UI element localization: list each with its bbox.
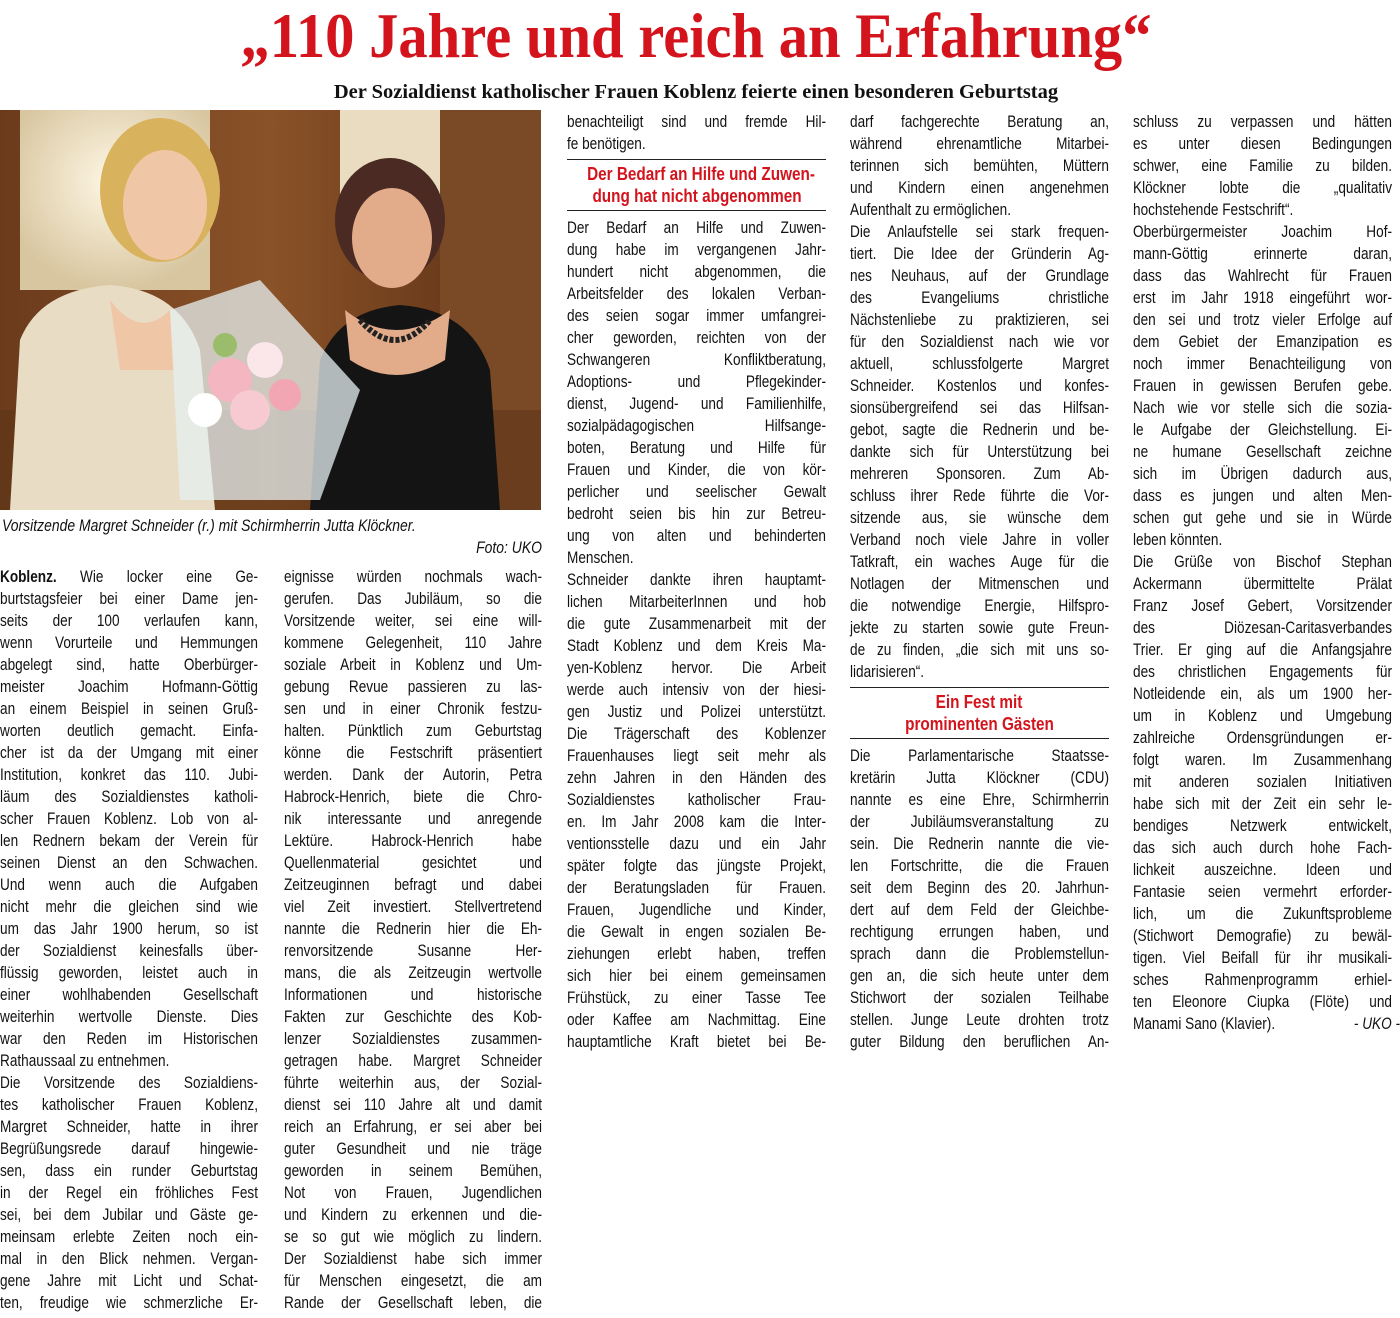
text-line: Der Bedarf an Hilfe und Zuwen- xyxy=(567,218,826,237)
text-line: für Menschen eingesetzt, die am xyxy=(284,1271,542,1290)
text-line: Verband noch viele Jahre in voller xyxy=(850,530,1109,549)
text-line: Notleidende ein, als um 1900 her- xyxy=(1133,684,1392,703)
text-line: Die Trägerschaft des Koblenzer xyxy=(567,724,826,743)
column-3 xyxy=(567,111,826,1053)
text-line: geworden in seinem Bemühen, xyxy=(284,1161,542,1180)
text-line: nicht mehr die gleichen sind wie xyxy=(0,897,258,916)
text-line: gen Justiz und Polizei unterstützt. xyxy=(567,702,826,721)
article-paragraph xyxy=(1133,551,1400,1035)
text-line: Koblenz. Wie locker eine Ge- xyxy=(0,567,258,586)
text-line: nannte es eine Ehre, Schirmherrin xyxy=(850,790,1109,809)
text-line: es unter diesen Bedingungen xyxy=(1133,134,1392,153)
text-line: yen-Koblenz hervor. Die Arbeit xyxy=(567,658,826,677)
text-line: seits der 100 verlaufen kann, xyxy=(0,611,258,630)
text-line: seit dem Beginn des 20. Jahrhun- xyxy=(850,878,1109,897)
text-line: nik interessante und anregende xyxy=(284,809,542,828)
text-line: lichen MitarbeiterInnen und hob xyxy=(567,592,826,611)
text-line: Adoptions- und Pflegekinder- xyxy=(567,372,826,391)
text-line: Nächstenliebe zu praktizieren, sei xyxy=(850,310,1109,329)
text-line: folgt waren. Im Zusammenhang xyxy=(1133,750,1392,769)
text-line: Schneider. Kostenlos und konfes- xyxy=(850,376,1109,395)
text-line: der Sozialdienst keinesfalls über- xyxy=(0,941,258,960)
column-5 xyxy=(1133,111,1400,1035)
photo-illustration xyxy=(0,110,541,510)
text-line: später folgte das jüngste Projekt, xyxy=(567,856,826,875)
text-line: und Kindern zu erkennen und die- xyxy=(284,1205,542,1224)
text-line: viel Zeit investiert. Stellvertretend xyxy=(284,897,542,916)
text-line: Fantasie seien vermehrt erforder- xyxy=(1133,882,1392,901)
text-line: leben könnten. xyxy=(1133,530,1223,549)
text-line: werden. Dank der Autorin, Petra xyxy=(284,765,542,784)
text-line: dem Gebiet der Emanzipation es xyxy=(1133,332,1392,351)
text-line: ung von alten und behinderten xyxy=(567,526,826,545)
text-line: le Aufgabe der Gleichstellung. Ei- xyxy=(1133,420,1392,439)
text-line: sein. Die Rednerin nannte die vie- xyxy=(850,834,1109,853)
text-line: boten, Beratung und Hilfe für xyxy=(567,438,826,457)
text-line: des seien sogar immer umfangrei- xyxy=(567,306,826,325)
text-line: cher ist da der Umgang mit einer xyxy=(0,743,258,762)
text-line: Fakten zur Geschichte des Kob- xyxy=(284,1007,542,1026)
text-line: guter Bildung den beruflichen An- xyxy=(850,1032,1109,1051)
text-line: des Diözesan-Caritasverbandes xyxy=(1133,618,1392,637)
text-line: war den Reden im Historischen xyxy=(0,1029,258,1048)
text-line: len Rednern bekam der Verein für xyxy=(0,831,258,850)
article-paragraph xyxy=(567,217,826,569)
photo-credit: Foto: UKO xyxy=(476,538,542,557)
text-line: um in Koblenz und Umgebung xyxy=(1133,706,1392,725)
text-line: schluss ihrer Rede führte die Vor- xyxy=(850,486,1109,505)
article-paragraph xyxy=(0,566,258,1072)
text-line: werde auch intensiv von der hiesi- xyxy=(567,680,826,699)
text-line: des christlichen Engagements für xyxy=(1133,662,1392,681)
text-line: dung habe im vergangenen Jahr- xyxy=(567,240,826,259)
text-line: ten Eleonore Ciupka (Flöte) und xyxy=(1133,992,1392,1011)
text-line: Frühstück, zu einer Tasse Tee xyxy=(567,988,826,1007)
text-line: gebot, sagte die Rednerin und be- xyxy=(850,420,1109,439)
text-line: renvorsitzende Susanne Her- xyxy=(284,941,542,960)
section-heading-line: Ein Fest mit xyxy=(936,692,1023,712)
text-line: gerufen. Das Jubiläum, so die xyxy=(284,589,542,608)
text-line: dienst sei 110 Jahre alt und damit xyxy=(284,1095,542,1114)
article-paragraph xyxy=(0,1072,258,1314)
text-line: um das Jahr 1900 herum, so ist xyxy=(0,919,258,938)
text-line: sozialpädagogischen Hilfsange- xyxy=(567,416,826,435)
text-line: die gute Zusammenarbeit mit der xyxy=(567,614,826,633)
text-line: ziehungen erlebt haben, treffen xyxy=(567,944,826,963)
text-line: schen gut gehe und sie in Würde xyxy=(1133,508,1392,527)
section-heading xyxy=(850,687,1109,739)
text-line: aktuell, schlussfolgerte Margret xyxy=(850,354,1109,373)
text-line: mit anderen sozialen Initiativen xyxy=(1133,772,1392,791)
text-line: Manami Sano (Klavier). - UKO - xyxy=(1133,1014,1400,1033)
caption-text: Vorsitzende Margret Schneider (r.) mit Schirmherrin Jutta Klöckner. xyxy=(2,516,416,535)
text-line: der Beratungsladen für Frauen. xyxy=(567,878,826,897)
text-line: lenzer Sozialdienstes zusammen- xyxy=(284,1029,542,1048)
text-line: Frauen und Kinder, die von kör- xyxy=(567,460,826,479)
text-line: rechtigung errungen haben, und xyxy=(850,922,1109,941)
text-line: das sich auch durch hohe Fach- xyxy=(1133,838,1392,857)
text-line: seinen Dienst an den Schwachen. xyxy=(0,853,258,872)
text-line: lich, um die Zukunftsprobleme xyxy=(1133,904,1392,923)
text-line: Rathaussaal zu entnehmen. xyxy=(0,1051,170,1070)
article-paragraph xyxy=(1133,221,1392,551)
text-line: darf fachgerechte Beratung an, xyxy=(850,112,1109,131)
text-line: Zeitzeuginnen befragt und dabei xyxy=(284,875,542,894)
text-line: die notwendige Energie, Hilfspro- xyxy=(850,596,1109,615)
text-line: hundert nicht abgenommen, die xyxy=(567,262,826,281)
text-line: dert auf dem Feld der Gleichbe- xyxy=(850,900,1109,919)
text-line: Aufenthalt zu ermöglichen. xyxy=(850,200,1012,219)
text-line: nannte die Rednerin hier die Eh- xyxy=(284,919,542,938)
text-line: Frauenhauses liegt seit mehr als xyxy=(567,746,826,765)
text-line: halten. Pünktlich zum Geburtstag xyxy=(284,721,542,740)
text-line: und Kindern einen angenehmen xyxy=(850,178,1109,197)
text-line: sprach dann die Problemstellun- xyxy=(850,944,1109,963)
text-line: Not von Frauen, Jugendlichen xyxy=(284,1183,542,1202)
text-line: Quellenmaterial gesichtet und xyxy=(284,853,542,872)
text-line: schluss zu verpassen und hätten xyxy=(1133,112,1392,131)
text-line: se so gut wie möglich zu lindern. xyxy=(284,1227,542,1246)
text-line: meinsam erlebte Zeiten noch ein- xyxy=(0,1227,258,1246)
text-line: des Evangeliums christliche xyxy=(850,288,1109,307)
author-signoff: - UKO - xyxy=(1353,1014,1400,1033)
article-paragraph xyxy=(567,111,826,155)
section-heading xyxy=(567,159,826,211)
text-line: Stadt Koblenz und dem Kreis Ma- xyxy=(567,636,826,655)
text-line: wenn Vorurteile und Hemmungen xyxy=(0,633,258,652)
text-line: sen und in einer Chronik festzu- xyxy=(284,699,542,718)
text-line: sich im Übrigen dadurch aus, xyxy=(1133,464,1392,483)
text-line: nes Neuhaus, auf der Grundlage xyxy=(850,266,1109,285)
article-paragraph xyxy=(850,221,1109,683)
text-line: Die Anlaufstelle sei stark frequen- xyxy=(850,222,1109,241)
text-line: weiterhin wertvolle Dienste. Dies xyxy=(0,1007,258,1026)
text-line: während ehrenamtliche Mitarbei- xyxy=(850,134,1109,153)
section-heading-line: prominenten Gästen xyxy=(905,714,1054,734)
text-line: gebung Revue passieren zu las- xyxy=(284,677,542,696)
text-line: Institution, konkret das 110. Jubi- xyxy=(0,765,258,784)
dateline: Koblenz. xyxy=(0,567,57,586)
text-line: führte weiterhin aus, der Sozial- xyxy=(284,1073,542,1092)
text-line: sen, dass ein runder Geburtstag xyxy=(0,1161,258,1180)
text-line: einer wohlhabenden Gesellschaft xyxy=(0,985,258,1004)
text-line: tigen. Viel Beifall für ihr musikali- xyxy=(1133,948,1392,967)
text-line: habe sich mit der Zeit ein sehr le- xyxy=(1133,794,1392,813)
text-line: Die Grüße von Bischof Stephan xyxy=(1133,552,1392,571)
text-line: Habrock-Henrich, biete die Chro- xyxy=(284,787,542,806)
text-line: sitzende aus, sie wünsche dem xyxy=(850,508,1109,527)
text-line: terinnen sich bemühten, Müttern xyxy=(850,156,1109,175)
text-line: sei, bei dem Jubilar und Gäste ge- xyxy=(0,1205,258,1224)
column-4 xyxy=(850,111,1109,1053)
article-paragraph xyxy=(850,111,1109,221)
text-line: lichkeit auszeichne. Ideen und xyxy=(1133,860,1392,879)
text-line: de zu finden, „die sich mit uns so- xyxy=(850,640,1109,659)
text-line: bendiges Netzwerk entwickelt, xyxy=(1133,816,1392,835)
text-line: Klöckner lobte die „qualitativ xyxy=(1133,178,1392,197)
subheadline: Der Sozialdienst katholischer Frauen Koblenz feierte einen besonderen Geburtstag xyxy=(333,81,1059,103)
text-line: Frauen in gewissen Berufen gebe. xyxy=(1133,376,1392,395)
headline: „110 Jahre und reich an Erfahrung“ xyxy=(240,1,1152,71)
text-line: stellen. Junge Leute drohten trotz xyxy=(850,1010,1109,1029)
text-line: sionsübergreifend sei das Hilfsan- xyxy=(850,398,1109,417)
text-line: Nach wie vor stelle sich die sozia- xyxy=(1133,398,1392,417)
text-line: gen an, die sich heute unter dem xyxy=(850,966,1109,985)
text-line: ne humane Gesellschaft zeichne xyxy=(1133,442,1392,461)
text-line: Notlagen der Mitmenschen und xyxy=(850,574,1109,593)
text-line: jekte zu starten sowie gute Freun- xyxy=(850,618,1109,637)
text-line: Arbeitsfelder des lokalen Verban- xyxy=(567,284,826,303)
text-line: burtstagsfeier bei einer Dame jen- xyxy=(0,589,258,608)
text-line: en. Im Jahr 2008 kam die Inter- xyxy=(567,812,826,831)
text-line: fe benötigen. xyxy=(567,134,646,153)
text-line: für den Sozialdienst nach wie vor xyxy=(850,332,1109,351)
text-line: den sei und trotz vieler Erfolge auf xyxy=(1133,310,1392,329)
text-line: soziale Arbeit in Koblenz und Um- xyxy=(284,655,542,674)
text-line: hochstehende Festschrift“. xyxy=(1133,200,1294,219)
text-line: flüssig geworden, leistet auch in xyxy=(0,963,258,982)
text-line: cher geworden, reichten von der xyxy=(567,328,826,347)
text-line: lidarisieren“. xyxy=(850,662,925,681)
text-line: Franz Josef Gebert, Vorsitzender xyxy=(1133,596,1392,615)
text-line: Tatkraft, ein waches Auge für die xyxy=(850,552,1109,571)
text-line: schwer, eine Familie zu bilden. xyxy=(1133,156,1392,175)
article-paragraph xyxy=(1133,111,1392,221)
text-line: zahlreiche Ordensgründungen er- xyxy=(1133,728,1392,747)
text-line: tiert. Die Idee der Gründerin Ag- xyxy=(850,244,1109,263)
text-line: gene Jahre mit Licht und Schat- xyxy=(0,1271,258,1290)
text-line: tes katholischer Frauen Koblenz, xyxy=(0,1095,258,1114)
section-heading-line: Der Bedarf an Hilfe und Zuwen- xyxy=(587,164,815,184)
text-line: abgelegt sind, hatte Oberbürger- xyxy=(0,655,258,674)
text-line: Frauen, Jugendliche und Kinder, xyxy=(567,900,826,919)
text-line: guter Gesundheit und nie träge xyxy=(284,1139,542,1158)
article-paragraph xyxy=(850,745,1109,1053)
text-line: Stichwort der sozialen Teilhabe xyxy=(850,988,1109,1007)
text-line: zehn Jahren in den Händen des xyxy=(567,768,826,787)
text-line: benachteiligt sind und fremde Hil- xyxy=(567,112,826,131)
text-line: Rande der Gesellschaft leben, die xyxy=(284,1293,542,1312)
text-line: Oberbürgermeister Joachim Hof- xyxy=(1133,222,1392,241)
text-line: dienst, Jugend- und Familienhilfe, xyxy=(567,394,826,413)
text-line: Der Sozialdienst habe sich immer xyxy=(284,1249,542,1268)
text-line: Ackermann übermittelte Prälat xyxy=(1133,574,1392,593)
text-line: an einem Beispiel in seinen Gruß- xyxy=(0,699,258,718)
text-line: scher Frauen Koblenz. Lob von al- xyxy=(0,809,258,828)
article-paragraph xyxy=(284,566,542,1314)
text-line: Vorsitzende weiter, sei eine will- xyxy=(284,611,542,630)
text-line: bedroht seien bis hin zur Betreu- xyxy=(567,504,826,523)
photo-caption xyxy=(2,515,542,559)
text-line: Lektüre. Habrock-Henrich habe xyxy=(284,831,542,850)
text-line: len Fortschritte, die die Frauen xyxy=(850,856,1109,875)
column-2 xyxy=(284,566,542,1314)
text-line: perlicher und seelischer Gewalt xyxy=(567,482,826,501)
text-line: getragen habe. Margret Schneider xyxy=(284,1051,542,1070)
text-line: ten, freudige wie schmerzliche Er- xyxy=(0,1293,258,1312)
text-line: reich an Erfahrung, er sei aber bei xyxy=(284,1117,542,1136)
article-paragraph xyxy=(567,569,826,1053)
text-line: hauptamtliche Kraft bietet bei Be- xyxy=(567,1032,826,1051)
text-line: Informationen und historische xyxy=(284,985,542,1004)
text-line: Margret Schneider, hatte in ihrer xyxy=(0,1117,258,1136)
text-line: erst im Jahr 1918 eingeführt wor- xyxy=(1133,288,1392,307)
text-line: eignisse würden nochmals wach- xyxy=(284,567,542,586)
text-line: Sozialdienstes katholischer Frau- xyxy=(567,790,826,809)
text-line: kretärin Jutta Klöckner (CDU) xyxy=(850,768,1109,787)
section-heading-line: dung hat nicht abgenommen xyxy=(591,186,802,206)
text-line: mann-Göttig erinnerte daran, xyxy=(1133,244,1392,263)
text-line: Die Parlamentarische Staatsse- xyxy=(850,746,1109,765)
text-line: sches Rahmenprogramm erhiel- xyxy=(1133,970,1392,989)
text-line: Und wenn auch die Aufgaben xyxy=(0,875,258,894)
text-line: kommene Gelegenheit, 110 Jahre xyxy=(284,633,542,652)
text-line: in der Regel ein fröhliches Fest xyxy=(0,1183,258,1202)
column-1 xyxy=(0,566,258,1314)
text-line: läum des Sozialdienstes katholi- xyxy=(0,787,258,806)
text-line: Schwangeren Konfliktberatung, xyxy=(567,350,826,369)
text-line: Menschen. xyxy=(567,548,634,567)
text-line: noch immer Benachteiligung von xyxy=(1133,354,1392,373)
text-line: meister Joachim Hofmann-Göttig xyxy=(0,677,258,696)
text-line: mehreren Sponsoren. Zum Ab- xyxy=(850,464,1109,483)
text-line: Schneider dankte ihren hauptamt- xyxy=(567,570,826,589)
text-line: dass das Wahlrecht für Frauen xyxy=(1133,266,1392,285)
text-line: Trier. Er ging auf die Anfangsjahre xyxy=(1133,640,1392,659)
text-line: der Jubiläumsveranstaltung zu xyxy=(850,812,1109,831)
text-line: könne die Festschrift präsentiert xyxy=(284,743,542,762)
text-line: ventionsstelle dazu und ein Jahr xyxy=(567,834,826,853)
text-line: mal in den Blick nehmen. Vergan- xyxy=(0,1249,258,1268)
text-line: Die Vorsitzende des Sozialdiens- xyxy=(0,1073,258,1092)
text-line: worten deutlich gemacht. Einfa- xyxy=(0,721,258,740)
text-line: sich hier bei einem gemeinsamen xyxy=(567,966,826,985)
text-line: dankte sich für Unterstützung bei xyxy=(850,442,1109,461)
text-line: (Stichwort Demografie) zu bewäl- xyxy=(1133,926,1392,945)
text-line: dass es jungen und alten Men- xyxy=(1133,486,1392,505)
text-line: die Gewalt in engen sozialen Be- xyxy=(567,922,826,941)
text-line: Begrüßungsrede darauf hingewie- xyxy=(0,1139,258,1158)
article-photo xyxy=(0,110,541,510)
text-line: mans, die als Zeitzeugin wertvolle xyxy=(284,963,542,982)
text-line: oder Kaffee am Nachmittag. Eine xyxy=(567,1010,826,1029)
